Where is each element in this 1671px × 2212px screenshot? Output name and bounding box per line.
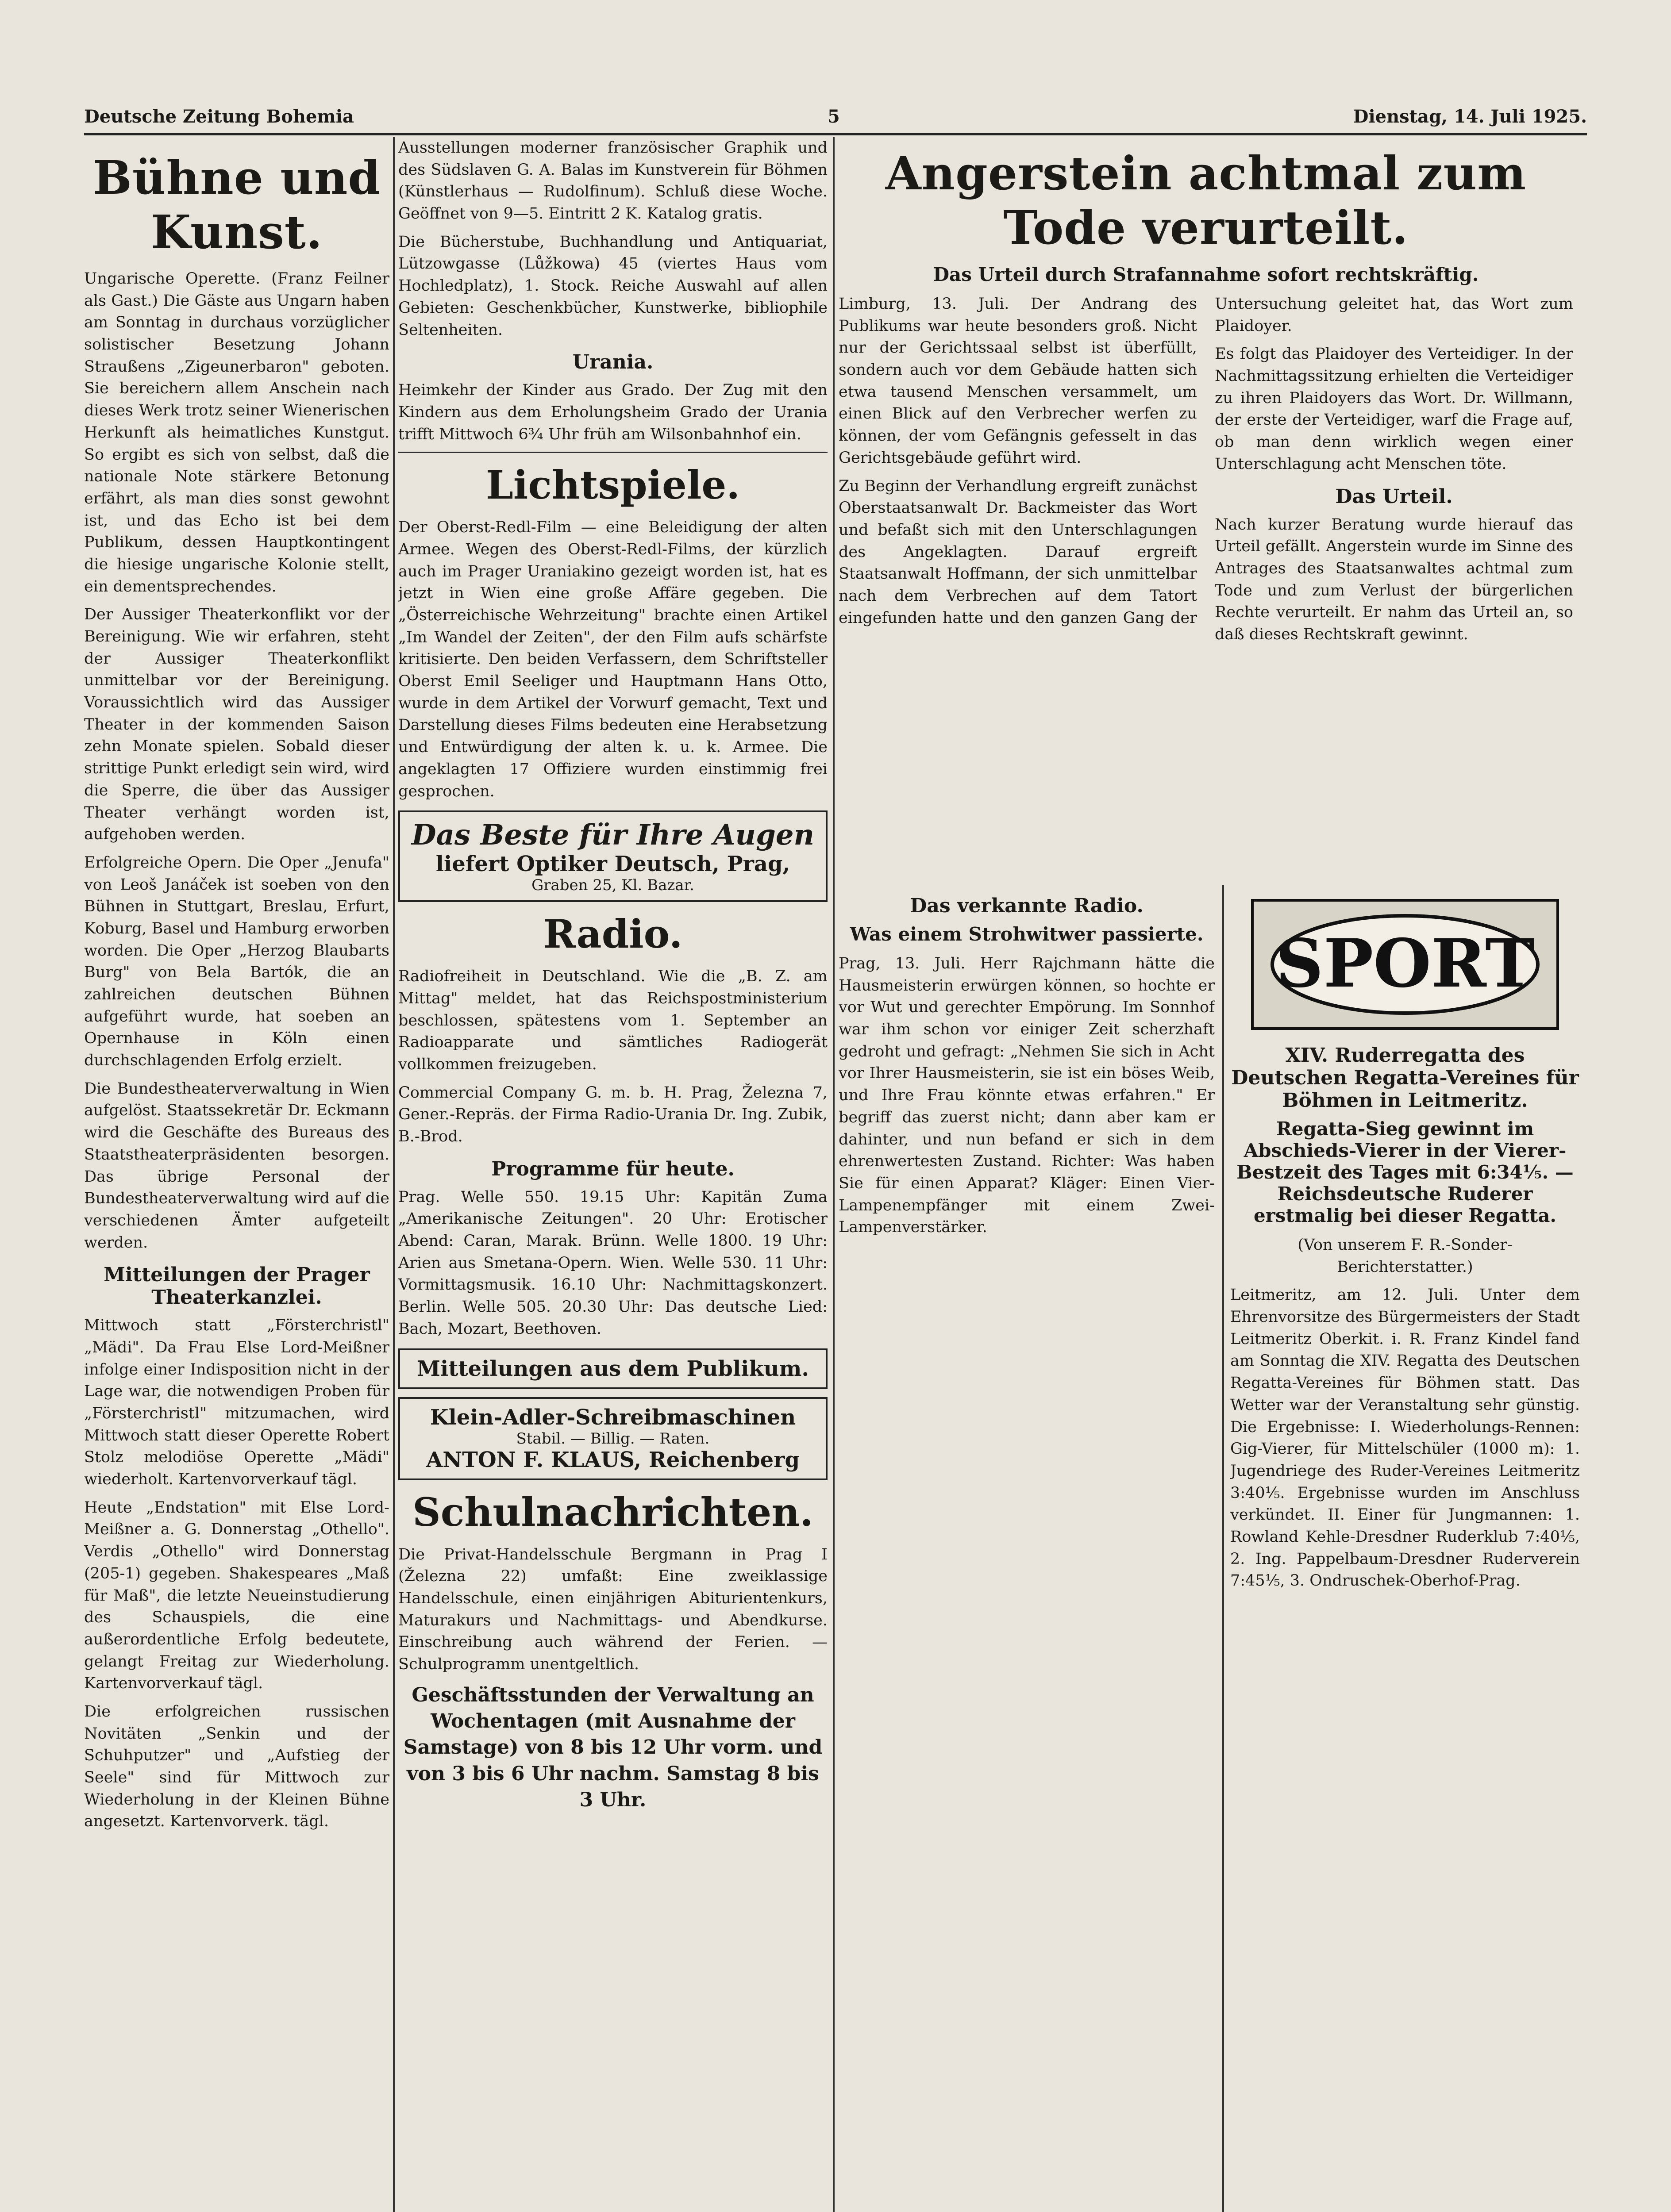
column-radio-story bbox=[839, 885, 1215, 2212]
article-paragraph: Die erfolgreichen russischen Novitäten „Senkin und der Schuhputzer" und „Aufstieg der Seele" sind für Mittwoch zur Wiederholung in der Kleinen Bühne angesetzt. Kartenvorverk. tägl. bbox=[84, 1702, 389, 1831]
column-buehne-und-kunst bbox=[84, 146, 389, 2212]
article-paragraph: Prag. Welle 550. 19.15 Uhr: Kapitän Zuma „Amerikanische Zeitungen". 20 Uhr: Erotischer Abend: Caran, Marak. Brünn. Welle 1800. 19 Uhr: Arien aus Smetana-Opern. Wien. Welle 530. 11 Uhr: Vormittagsmusik. 16.10 Uhr: Nachmittagskonzert. Berlin. Welle 505. 20.30 Uhr: Das deutsche Lied: Bach, Mozart, Beethoven. bbox=[398, 1188, 828, 1338]
column-sport bbox=[1230, 885, 1580, 2212]
box-title: Mitteilungen aus dem Publikum. bbox=[416, 1356, 809, 1381]
article-paragraph: Ungarische Operette. (Franz Feilner als Gast.) Die Gäste aus Ungarn haben am Sonntag in durchaus vorzüglicher solistischer Besetzung Johann Straußens „Zigeunerbaron" geboten. Sie bereichern allem Anschein nach dieses Werk trotz seiner Wienerischen Herkunft als heimatliches Kunstgut. So ergibt es sich von selbst, daß die nationale Note stärkere Betonung erfährt, als man dies sonst gewohnt ist, und das Echo ist bei dem Publikum, dessen Hauptkontingent die hiesige ungarische Kolonie stellt, ein dementsprechendes. bbox=[84, 270, 389, 595]
headline: Angerstein achtmal zum Tode verurteilt. bbox=[885, 146, 1527, 255]
running-head-right: Dienstag, 14. Juli 1925. bbox=[1353, 106, 1587, 127]
article-paragraph: Die Privat-Handelsschule Bergmann in Prag I (Železna 22) umfaßt: Eine zweiklassige Handelsschule, einen einjährigen Abiturientenkurs, Maturakurs und Nachmittags- und Abendkurse. Einschreibung auch während der Ferien. — Schulprogramm unentgeltlich. bbox=[398, 1545, 828, 1673]
section-title: Schulnachrichten. bbox=[412, 1489, 813, 1535]
article-paragraph: Die Bundestheaterverwaltung in Wien aufgelöst. Staatssekretär Dr. Eckmann wird die Geschäfte des Bureaus des Staatstheaterpräsidenten besorgen. Das übrige Personal der Bundestheaterverwaltung wird auf die verschiedenen Ämter aufgeteilt werden. bbox=[84, 1079, 389, 1252]
article-paragraph: Erfolgreiche Opern. Die Oper „Jenufa" von Leoš Janáček ist soeben von den Bühnen in Stuttgart, Breslau, Erfurt, Koburg, Basel und Hamburg erworben worden. Die Oper „Herzog Blaubarts Burg" von Bela Bartók, die an zahlreichen deutschen Bühnen aufgeführt wurde, hat soeben an Opernhause in Köln einen durchschlagenden Erfolg erzielt. bbox=[84, 853, 389, 1070]
subsection-title: Urania. bbox=[572, 351, 654, 374]
ad-headline: Klein-Adler-Schreibmaschinen bbox=[430, 1405, 796, 1430]
article-paragraph: Die Bücherstube, Buchhandlung und Antiquariat, Lützowgasse (Lůžkowa) 45 (viertes Haus vom Hochledplatz), 1. Stock. Reiche Auswahl auf allen Gebieten: Geschenkbücher, Kunstwerke, bibliophile Seltenheiten. bbox=[398, 233, 828, 339]
ad-company: liefert Optiker Deutsch, Prag, bbox=[435, 852, 790, 877]
article-paragraph: Nach kurzer Beratung wurde hierauf das Urteil gefällt. Angerstein wurde im Sinne des Antrages des Staatsanwaltes achtmal zum Tode und zum Verlust der bürgerlichen Rechte verurteilt. Er nahm das Urteil an, so daß dieses Rechtskraft gewinnt. bbox=[1215, 515, 1573, 643]
article-paragraph: Es folgt das Plaidoyer des Verteidiger. In der Nachmittagssitzung erhielten die Verteidiger zu ihren Plaidoyers das Wort. Dr. Willmann, der erste der Verteidiger, warf die Frage auf, ob man denn wirklich wegen einer Unterschlagung acht Menschen töte. bbox=[1215, 345, 1573, 473]
section-title: Radio. bbox=[543, 911, 683, 957]
ad-address: Graben 25, Kl. Bazar. bbox=[531, 876, 694, 895]
ad-tagline: Stabil. — Billig. — Raten. bbox=[516, 1429, 710, 1448]
subheadline: Was einem Strohwitwer passierte. bbox=[850, 923, 1204, 945]
article-paragraph: Mittwoch statt „Försterchristl" „Mädi". Da Frau Else Lord-Meißner infolge einer Indisposition nicht in der Lage war, die notwendigen Proben für „Försterchristl" mitzumachen, wird Mittwoch statt dieser Operette Robert Stolz melodiöse Operette „Mädi" wiederholt. Kartenvorverkauf tägl. bbox=[84, 1317, 389, 1489]
advertisement-schreibmaschinen bbox=[398, 1397, 828, 1480]
article-paragraph: Limburg, 13. Juli. Der Andrang des Publikums war heute besonders groß. Nicht nur der Gerichtssaal selbst ist überfüllt, sondern auch vor dem Gebäude hatten sich etwa tausend Menschen versammelt, um einen Blick auf den Verbrecher werfen zu können, der vom Gefängnis gefesselt in das Gerichtsgebäude geführt wird. bbox=[839, 295, 1197, 467]
subsection-title: Programme für heute. bbox=[491, 1157, 735, 1180]
article-paragraph: Commercial Company G. m. b. H. Prag, Železna 7, Gener.-Repräs. der Firma Radio-Urania Dr. Ing. Zubik, B.-Brod. bbox=[398, 1083, 828, 1145]
subsection-title: Mitteilungen der Prager Theaterkanzlei. bbox=[104, 1263, 370, 1309]
rule bbox=[398, 452, 828, 453]
box-mitteilungen bbox=[398, 1348, 828, 1389]
sport-label: SPORT bbox=[1275, 925, 1535, 1002]
article-paragraph: Prag, 13. Juli. Herr Rajchmann hätte die Hausmeisterin erwürgen können, so hochte er vor Wut und gerechter Empörung. Im Sonnhof war ihm schon vor einiger Zeit scherzhaft gedroht und gefragt: „Nehmen Sie sich in Acht vor Ihrer Hausmeisterin, sie ist ein böses Weib, und Ihre Frau könnte etwas erfahren." Er begriff das zuerst nicht; dann aber kam er dahinter, und nun befand er sich in dem ehrenwertesten Zustand. Richter: Was haben Sie für einen Apparat? Kläger: Einen Vier-Lampenempfänger mit einem Zwei-Lampenverstärker. bbox=[839, 955, 1215, 1237]
section-title: Lichtspiele. bbox=[485, 462, 740, 508]
article-paragraph: Der Aussiger Theaterkonflikt vor der Bereinigung. Wie wir erfahren, steht der Aussiger Theaterkonflikt unmittelbar vor der Bereinigung. Voraussichtlich wird das Aussiger Theater in der kommenden Saison zehn Monate spielen. Sobald dieser strittige Punkt erledigt sein wird, wird die Sperre, die über das Aussiger Theater verhängt worden ist, aufgehoben werden. bbox=[84, 606, 389, 844]
article-paragraph: Heimkehr der Kinder aus Grado. Der Zug mit den Kindern aus dem Erholungsheim Grado der Urania trifft Mittwoch 6¾ Uhr früh am Wilsonbahnhof ein. bbox=[398, 381, 828, 443]
column-divider bbox=[1222, 885, 1224, 2212]
article-paragraph: Radiofreiheit in Deutschland. Wie die „B. Z. am Mittag" meldet, hat das Reichspostministerium beschlossen, spätestens vom 1. September an Radioapparate und sämtliches Radiogerät vollkommen freizugeben. bbox=[398, 968, 828, 1073]
lead-article-body bbox=[839, 293, 1573, 646]
sport-banner-illustration bbox=[1250, 898, 1560, 1031]
section-title: Bühne und Kunst. bbox=[92, 150, 381, 259]
article-paragraph: Heute „Endstation" mit Else Lord-Meißner a. G. Donnerstag „Othello". Verdis „Othello" wird Donnerstag (205-1) gegeben. Shakespeares „Maß für Maß", die letzte Neueinstudierung des Schauspiels, die eine außerordentliche Erfolg bedeutete, gelangt Freitag zur Wiederholung. Kartenvorverkauf tägl. bbox=[84, 1498, 389, 1693]
subheadline: Das Urteil durch Strafannahme sofort rechtskräftig. bbox=[933, 264, 1479, 285]
article-paragraph: Zu Beginn der Verhandlung ergreift zunächst Oberstaatsanwalt Dr. Backmeister das Wort und befaßt sich mit den Unterschlagungen des Angeklagten. Darauf ergreift Staatsanwalt Hoffmann, der sich unmittelbar nach dem Verbrechen auf dem Tatort eingefunden hatte und den ganzen Gang der Untersuchung geleitet hat, das Wort zum Plaidoyer. bbox=[839, 295, 1573, 627]
subsection-title: Das Urteil. bbox=[1335, 485, 1453, 508]
header-rule bbox=[84, 133, 1587, 135]
article-paragraph: Ausstellungen moderner französischer Graphik und des Südslaven G. A. Balas im Kunstverein für Böhmen (Künstlerhaus — Rudolfinum). Schluß diese Woche. Geöffnet von 9—5. Eintritt 2 K. Katalog gratis. bbox=[398, 139, 828, 223]
page-number: 5 bbox=[828, 106, 840, 127]
ad-company: ANTON F. KLAUS, Reichenberg bbox=[426, 1447, 800, 1472]
column-middle bbox=[398, 137, 828, 2212]
byline: (Von unserem F. R.-Sonder-Berichterstatter.) bbox=[1298, 1236, 1513, 1276]
running-head-left: Deutsche Zeitung Bohemia bbox=[84, 106, 354, 127]
subsection-title: Das verkannte Radio. bbox=[910, 895, 1144, 917]
advertisement-optiker bbox=[398, 810, 828, 902]
ad-headline: Das Beste für Ihre Augen bbox=[411, 818, 815, 852]
column-divider bbox=[833, 137, 835, 2212]
article-paragraph: Der Oberst-Redl-Film — eine Beleidigung der alten Armee. Wegen des Oberst-Redl-Films, der kürzlich auch im Prager Uraniakino gezeigt worden ist, hat es jetzt in Wien eine große Affäre gegeben. Die „Österreichische Wehrzeitung" brachte einen Artikel „Im Wandel der Zeiten", der den Film aufs schärfste kritisierte. Den beiden Verfassern, dem Schriftsteller Oberst Emil Seeliger und Hauptmann Hans Otto, wurde in dem Artikel der Vorwurf gemacht, Text und Darstellung dieses Films bedeuten eine Herabsetzung und Entwürdigung der alten k. u. k. Armee. Die angeklagten 17 Offiziere wurden einstimmig frei gesprochen. bbox=[398, 518, 828, 800]
column-divider bbox=[393, 137, 395, 2212]
article-paragraph: Leitmeritz, am 12. Juli. Unter dem Ehrenvorsitze des Bürgermeisters der Stadt Leitmeritz Oberkit. i. R. Franz Kindel fand am Sonntag die XIV. Regatta des Deutschen Regatta-Vereines für Böhmen statt. Das Wetter war der Veranstaltung sehr günstig. Die Ergebnisse: I. Wiederholungs-Rennen: Gig-Vierer, für Mittelschüler (1000 m): 1. Jugendriege des Ruder-Vereines Leitmeritz 3:40¹⁄₅. Ergebnisse wurden im Anschluss verkündet. II. Einer für Jungmannen: 1. Rowland Kehle-Dresdner Ruderklub 7:40¹⁄₅, 2. Ing. Pappelbaum-Dresdner Ruderverein 7:45¹⁄₅, 3. Ondruschek-Oberhof-Prag. bbox=[1230, 1286, 1580, 1590]
subheadline: Regatta-Sieg gewinnt im Abschieds-Vierer in der Vierer-Bestzeit des Tages mit 6:34¹⁄₅. — Reichsdeutsche Ruderer erstmalig bei dieser Regatta. bbox=[1236, 1118, 1574, 1226]
subsection-title: XIV. Ruderregatta des Deutschen Regatta-Vereines für Böhmen in Leitmeritz. bbox=[1231, 1044, 1579, 1112]
office-hours: Geschäftsstunden der Verwaltung an Wochentagen (mit Ausnahme der Samstage) von 8 bis 12 Uhr vorm. und von 3 bis 6 Uhr nachm. Samstag 8 bis 3 Uhr. bbox=[403, 1683, 823, 1812]
